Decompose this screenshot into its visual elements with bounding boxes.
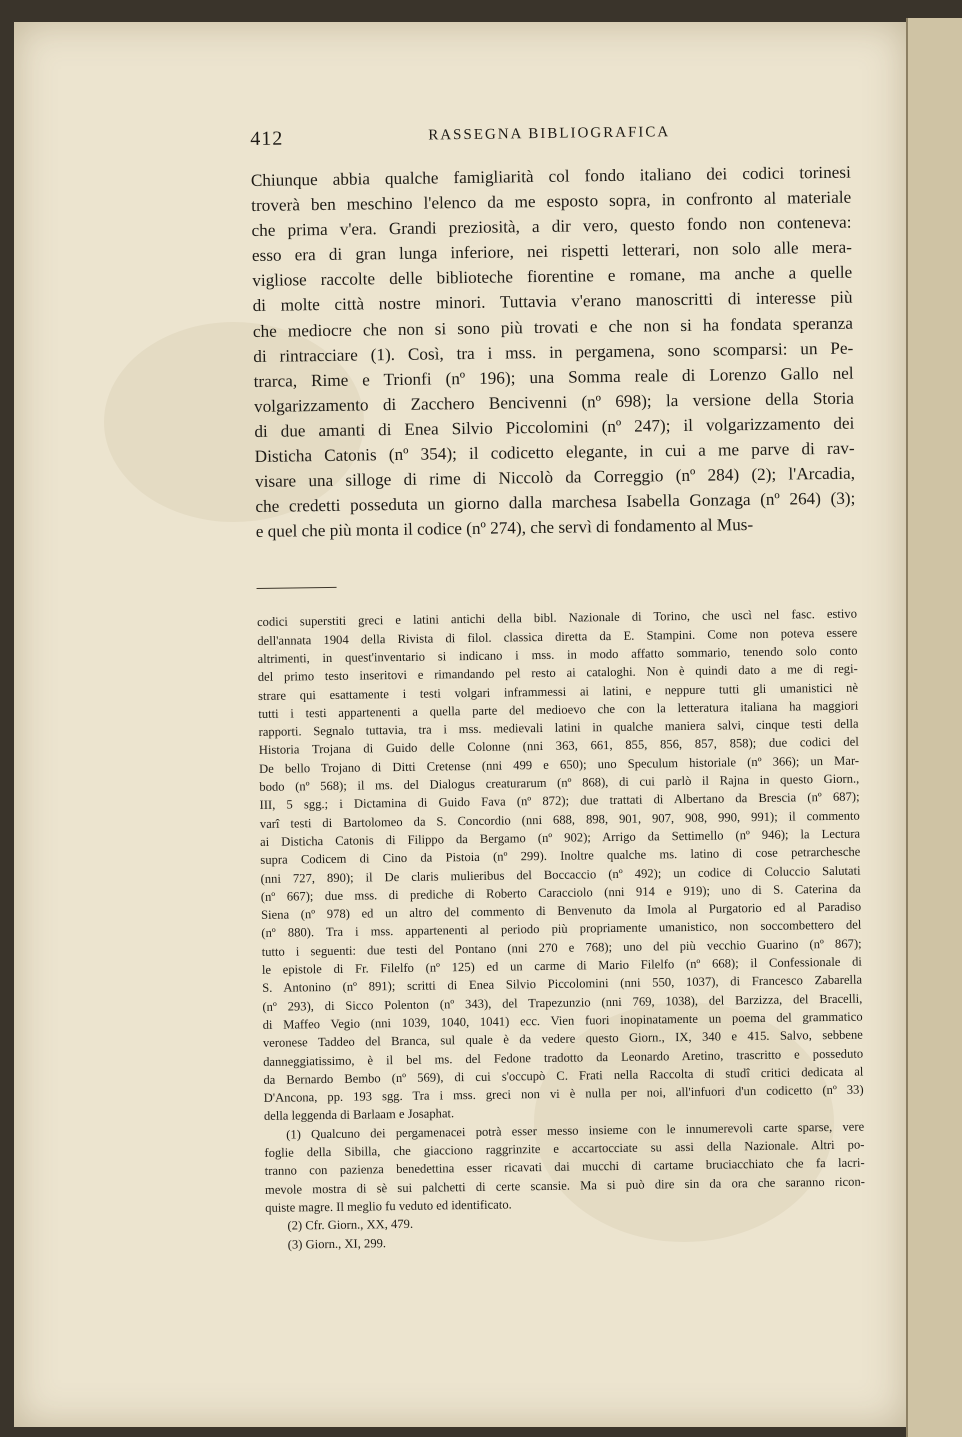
note-line: Siena (nº 978) ed un altro del commento di Benvenuto da Imola al Purgatorio ed al Paradiso xyxy=(261,899,862,923)
note-line: supra Codicem di Cino da Pistoia (nº 299). Inoltre qualche ms. latino di cose petrarchesche xyxy=(260,844,861,868)
text-line: che credetti posseduta un giorno dalla marchesa Isabella Gonzaga (nº 264) (3); xyxy=(255,488,856,517)
text-line: esso era di gran lunga inferiore, nei rispetti letterari, non solo alle mera- xyxy=(251,237,852,266)
text-line: volgarizzamento di Zacchero Bencivenni (nº 698); la versione della Storia xyxy=(253,388,855,416)
main-text xyxy=(251,160,856,545)
note-line: mevole mostra di sè sui palchetti di certe scansie. Ma si può dire sin da ora che saranno ricon- xyxy=(264,1174,866,1197)
note-line: rapporti. Segnalo tuttavia, tra i mss. medievali latini in qualche maniera salvi, cinque testi della xyxy=(258,716,859,740)
text-line: trarca, Rime e Trionfi (nº 196); una Somma reale di Lorenzo Gallo nel xyxy=(253,363,854,391)
note-line: (1) Qualcuno dei pergamenacei potrà esser messo insieme con le innumerevoli carte sparse, vere xyxy=(286,1119,865,1142)
text-line: di due amanti di Enea Silvio Piccolomini (nº 247); il volgarizzamento dei xyxy=(254,413,855,441)
note-line: bodo (nº 568); il ms. del Dialogus creaturarum (nº 868), di cui parlò il Rajna in questo Giorn., xyxy=(259,771,860,795)
text-line: che prima v'era. Grandi preziosità, a dir vero, questo fondo non conteneva: xyxy=(251,212,852,241)
note-line: dell'annata 1904 della Rivista di filol. classica diretta da E. Stampini. Come non poteva essere xyxy=(257,625,858,648)
running-title: RASSEGNA BIBLIOGRAFICA xyxy=(428,124,671,144)
note-line: (nº 293), di Sicco Polenton (nº 343), del Trapezunzio (nni 769, 1038), del Barzizza, del Bracelli, xyxy=(262,991,863,1014)
note-line: di Maffeo Vegio (nni 1039, 1040, 1041) ecc. Vien fuori inopinatamente un poema del grammatico xyxy=(262,1009,863,1032)
note-line: tutti i testi appartenenti a quella parte del medioevo che con la letteratura italiana ha maggiori xyxy=(258,698,859,721)
footnote-separator xyxy=(257,587,337,589)
text-line: Disticha Catonis (nº 354); il codicetto elegante, in cui a me parve di rav- xyxy=(254,438,855,466)
note-line: III, 5 sgg.; i Dictamina di Guido Fava (nº 872); due trattati di Albertano da Brescia (nº 687); xyxy=(259,789,860,813)
note-line: le epistole di Fr. Filelfo (nº 125) ed un carme di Mario Filelfo (nº 668); il Confessionale di xyxy=(261,954,862,977)
note-line: Historia Trojana di Guido delle Colonne (nni 363, 661, 855, 856, 857, 858); due codici del xyxy=(258,735,859,758)
note-line: altrimenti, in quest'inventario si indicano i mss. in modo affatto sommario, tenendo solo conto xyxy=(257,643,858,666)
note-line: foglie della Sibilla, che giacciono raggrinzite e accartocciate su assi della Nazionale. Altri po- xyxy=(264,1137,865,1160)
text-line: Chiunque abbia qualche famigliarità col fondo italiano dei codici torinesi xyxy=(250,162,851,190)
note-line: da Bernardo Bembo (nº 569), di cui s'occupò C. Frati nella Raccolta di studî critici dedicata al xyxy=(263,1064,864,1087)
note-line: tutto i seguenti: due testi del Pontano (nni 270 e 768); uno del più vecchio Guarino (nº 867); xyxy=(261,936,862,959)
footnotes xyxy=(257,605,866,1254)
text-line: che mediocre che non si sono più trovati e che non si ha fondata speranza xyxy=(252,313,854,341)
note-line: ai Disticha Catonis di Filippo da Bergamo (nº 902); Arrigo da Settimello (nº 946); la Lectura xyxy=(260,826,861,849)
page-number: 412 xyxy=(250,127,284,150)
note-line: (nni 727, 890); il De claris mulieribus del Boccaccio (nº 492); un codice di Coluccio Salutati xyxy=(260,863,861,886)
text-line: visare una silloge di rime di Niccolò da Correggio (nº 284) (2); l'Arcadia, xyxy=(254,463,856,492)
note-line: D'Ancona, pp. 193 sgg. Tra i mss. greci non vi è nulla per noi, all'infuori d'un codicetto (nº 33) xyxy=(263,1082,864,1106)
note-line: S. Antonino (nº 891); scritti di Enea Silvio Piccolomini (nni 550, 1037), di Francesco Zabarella xyxy=(262,972,863,996)
text-line: di molte città nostre minori. Tuttavia v'erano manoscritti di interesse più xyxy=(252,288,853,316)
footnote-continuation xyxy=(257,605,864,1126)
note-line: danneggiatissimo, è il bel ms. del Fedone tradotto da Leonardo Aretino, trascritto e posseduto xyxy=(263,1046,864,1069)
text-line: di rintracciare (1). Così, tra i mss. in pergamena, sono scomparsi: un Pe- xyxy=(253,338,854,366)
note-line: della leggenda di Barlaam e Josaphat. xyxy=(263,1106,455,1124)
note-line: De bello Trojano di Ditti Cretense (nni 499 e 650); uno Speculum historiale (nº 366); un Mar- xyxy=(258,753,860,776)
note-line: tranno con pazienza benedettina esser ricavati dai mucchi di cartame bruciacchiato che fa lacri- xyxy=(264,1155,865,1179)
note-line: varî testi di Bartolomeo da S. Concordio (nni 688, 898, 901, 907, 908, 990, 991); il commento xyxy=(259,808,860,831)
text-line: vigliose raccolte delle biblioteche fiorentine e romane, ma anche a quelle xyxy=(252,262,853,291)
note-line: del primo testo inseritovi e rimandando pel resto ai cataloghi. Non è quindi dato a me di regi- xyxy=(257,661,858,685)
text-line: troverà ben meschino l'elenco da me esposto sopra, in confronto al materiale xyxy=(251,187,852,216)
footnote-3: (3) Giorn., XI, 299. xyxy=(287,1235,387,1252)
footnote-1 xyxy=(264,1117,865,1217)
note-line: (nº 880). Tra i mss. appartenenti al periodo più propriamente umanistico, non soccombettero del xyxy=(261,917,862,941)
note-line: quiste magre. Il meglio fu veduto ed identificato. xyxy=(265,1197,512,1215)
facing-page-edge xyxy=(906,18,962,1437)
note-line: (nº 667); due mss. di prediche di Roberto Caracciolo (nni 914 e 919); uno di S. Caterina da xyxy=(260,881,861,904)
note-line: codici superstiti greci e latini antichi della bibl. Nazionale di Torino, che uscì nel fasc. estivo xyxy=(256,606,858,630)
footnote-2: (2) Cfr. Giorn., XX, 479. xyxy=(287,1217,414,1233)
note-line: veronese Taddeo del Branca, sul quale è da vedere questo Giorn., IX, 340 e 415. Salvo, sebbene xyxy=(262,1027,863,1051)
note-line: strare qui esattamente i testi volgari inframmessi ai latini, e neppure tutti gli umanistici nè xyxy=(257,680,859,703)
page-content xyxy=(250,110,866,1254)
text-line: e quel che più monta il codice (nº 274), che servì di fondamento al Mus- xyxy=(255,515,754,542)
